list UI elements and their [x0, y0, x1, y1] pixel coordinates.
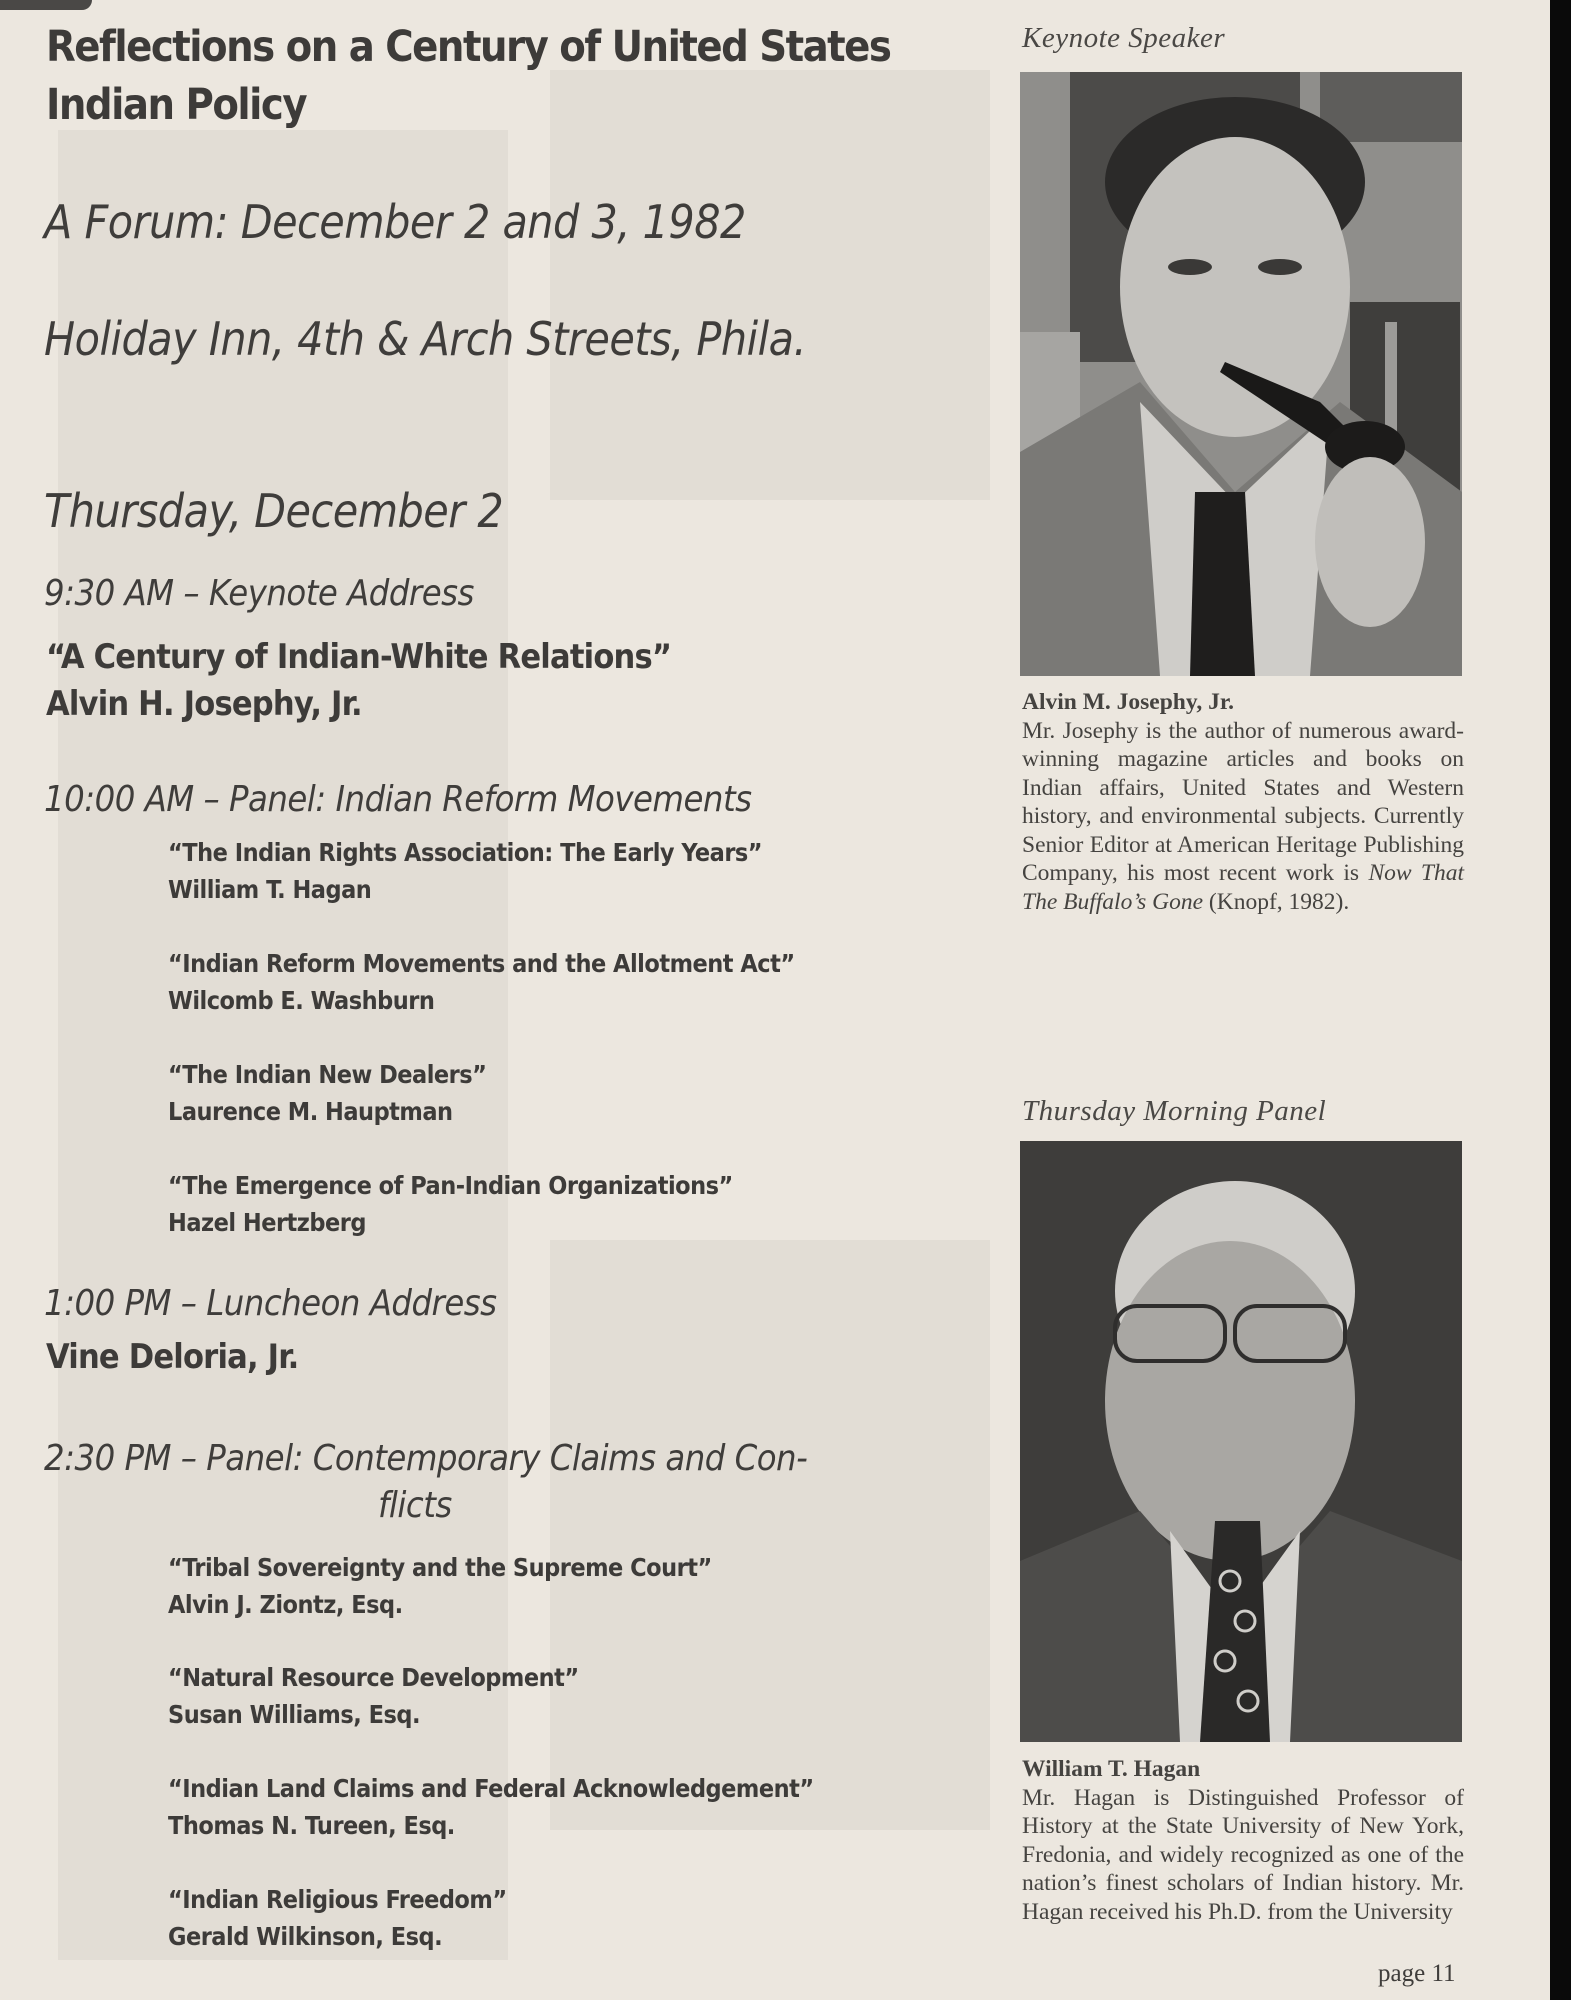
page-number: page 11 [1378, 1960, 1456, 1987]
talk-item [168, 1881, 507, 1955]
talk-title: “Tribal Sovereignty and the Supreme Court” [168, 1553, 712, 1582]
talk-title: “Indian Religious Freedom” [168, 1885, 507, 1914]
luncheon-speaker: Vine Deloria, Jr. [46, 1337, 299, 1377]
session-luncheon-time: 1:00 PM – Luncheon Address [44, 1283, 497, 1324]
talk-title: “The Indian New Dealers” [168, 1060, 487, 1089]
show-through-middle-lower [550, 1240, 990, 1830]
talk-speaker: Alvin J. Ziontz, Esq. [168, 1590, 403, 1619]
portrait-hagan-illustration [1020, 1141, 1462, 1742]
talk-title: “The Emergence of Pan-Indian Organizations” [168, 1171, 733, 1200]
show-through-middle [550, 70, 990, 500]
day-heading: Thursday, December 2 [44, 484, 504, 538]
book-title: Now That The Buffalo’s Gone [1022, 860, 1465, 915]
morning-panel-photo [1020, 1141, 1462, 1742]
keynote-speaker-caption [1022, 688, 1464, 916]
scan-corner-tab [0, 0, 92, 10]
talk-item [168, 1659, 579, 1733]
portrait-josephy-illustration [1020, 72, 1462, 676]
talk-speaker: Hazel Hertzberg [168, 1208, 366, 1237]
talk-item [168, 834, 762, 908]
talk-title: “Natural Resource Development” [168, 1663, 579, 1692]
keynote-speaker-name: Alvin M. Josephy, Jr. [1022, 689, 1234, 715]
keynote-speaker-label: Keynote Speaker [1022, 22, 1226, 54]
talk-title: “Indian Reform Movements and the Allotment Act” [168, 949, 795, 978]
talk-speaker: Gerald Wilkinson, Esq. [168, 1922, 443, 1951]
scan-edge-bar [1550, 0, 1571, 2000]
morning-panel-caption [1022, 1755, 1464, 1926]
venue: Holiday Inn, 4th & Arch Streets, Phila. [44, 312, 807, 366]
talk-item [168, 1549, 712, 1623]
session-panel-claims-time: 2:30 PM – Panel: Contemporary Claims and Con- [44, 1438, 808, 1479]
morning-panel-label: Thursday Morning Panel [1022, 1095, 1327, 1127]
page-title: Reflections on a Century of United States Indian Policy [46, 22, 891, 130]
session-keynote-time: 9:30 AM – Keynote Address [44, 573, 474, 614]
talk-speaker: Laurence M. Hauptman [168, 1097, 453, 1126]
talk-title: “Indian Land Claims and Federal Acknowledgement” [168, 1774, 814, 1803]
session-panel-claims-time-cont: flicts [378, 1485, 452, 1526]
session-panel-reform-time: 10:00 AM – Panel: Indian Reform Movements [44, 779, 752, 820]
keynote-speaker-photo [1020, 72, 1462, 676]
talk-item [168, 1056, 486, 1130]
talk-speaker: William T. Hagan [168, 875, 372, 904]
keynote-speaker: Alvin H. Josephy, Jr. [46, 684, 362, 724]
talk-speaker: Wilcomb E. Washburn [168, 986, 435, 1015]
talk-title: “The Indian Rights Association: The Early Years” [168, 838, 763, 867]
morning-panel-speaker-name: William T. Hagan [1022, 1756, 1201, 1782]
talk-item [168, 1770, 814, 1844]
talk-speaker: Susan Williams, Esq. [168, 1700, 421, 1729]
morning-panel-speaker-bio: Mr. Hagan is Distinguished Professor of History at the State University of New York, Fredonia, and widely recognized as one of the nation’s finest scholars of Indian history. Mr. Hagan received his Ph.D. from the University [1022, 1784, 1464, 1925]
talk-item [168, 945, 795, 1019]
keynote-speaker-bio: Mr. Josephy is the author of numerous award-winning magazine articles and books on Indian affairs, United States and Western history, and environmental subjects. Currently Senior Editor at American Heritage Publishing Company, his most recent work is Now That The Buffalo’s Gone (Knopf, 1982). [1022, 717, 1465, 915]
forum-dates: A Forum: December 2 and 3, 1982 [44, 195, 746, 249]
keynote-talk-title: “A Century of Indian-White Relations” [46, 637, 672, 677]
talk-speaker: Thomas N. Tureen, Esq. [168, 1811, 455, 1840]
talk-item [168, 1167, 733, 1241]
